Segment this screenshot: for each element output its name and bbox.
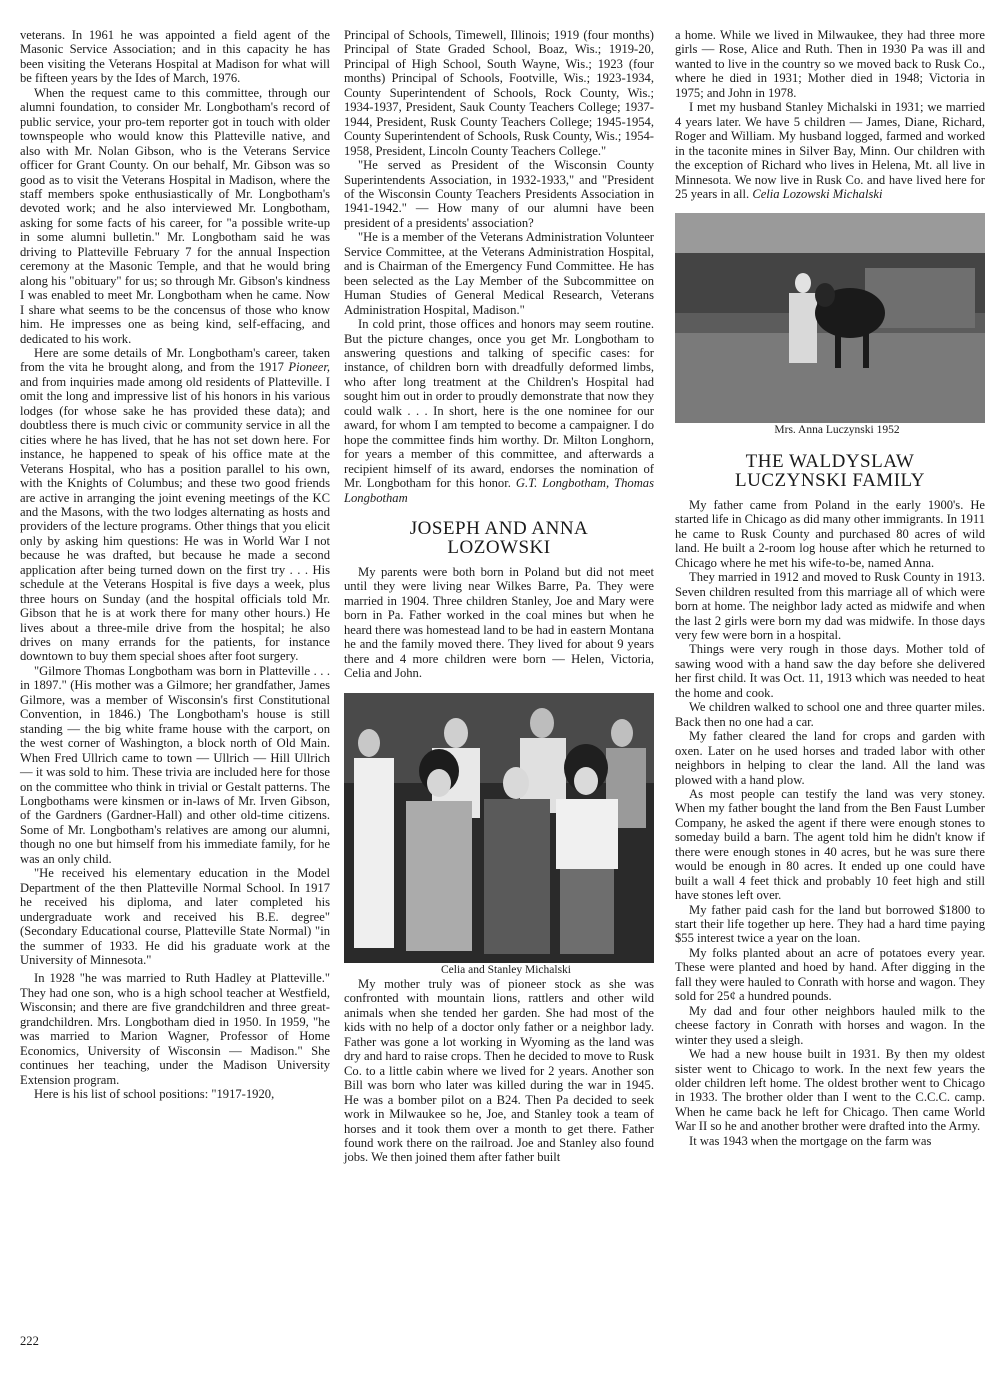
paragraph: As most people can testify the land was very stoney. When my father bought the land from the Ben Faust Lumber Company, he asked the agent if there were enough stones to someday build a barn. The agent told him he didn't know if there were enough stones in 40 acres, but he was sure there would be enough in 80 acres. It ended up one could have built a wall 4 feet thick and probably 10 feet high and still have stones left over.: [675, 786, 985, 903]
paragraph: "He served as President of the Wisconsin County Superintendents Association, in 1932-1933," and "President of the Wisconsin County Teachers Presidents Association in 1941-1942." — How many of our alumni have been president of a presidents' association?: [344, 158, 654, 230]
paragraph: My father cleared the land for crops and garden with oxen. Later on he used horses and traded labor with other neighbors in helping to clear the land. All the land was plowed with a hand plow.: [675, 729, 985, 787]
paragraph: [20, 346, 330, 664]
paragraph: We had a new house built in 1931. By then my oldest sister went to Chicago to work. In the next few years the older children left home. The oldest brother went to Chicago in 1933. The brother older than I went to the C.C.C. camp. When he came back he left for Chicago. Then came World War II so he and another brother were drafted into the Army.: [675, 1047, 985, 1134]
signature-text: Celia Lozowski Michalski: [752, 186, 883, 201]
photo-illustration: [344, 693, 654, 963]
text: I met my husband Stanley Michalski in 1931; we married 4 years later. We have 5 children — James, Diane, Richard, Roger and William. My husband logged, farmed and worked in the taconite mines in Silver Bay, Minn. Our children with the exception of Richard who lives in Helena, Mt. all live in Minnesota. We now live in Rusk Co. and have lived here for 25 years in all.: [675, 100, 985, 201]
page-number: 222: [20, 1334, 39, 1348]
paragraph: veterans. In 1961 he was appointed a field agent of the Masonic Service Association; and in this capacity he has been visiting the Veterans Hospital at Madison for what will be fifteen years by the Ides of March, 1976.: [20, 28, 330, 86]
photo-illustration: [675, 213, 985, 423]
paragraph: My folks planted about an acre of potatoes every year. These were planted and hoed by hand. After digging in the fall they were hauled to Conrath with horse and wagon. They sold for 25¢ a hundred pounds.: [675, 945, 985, 1004]
heading-line: LUCZYNSKI FAMILY: [735, 469, 925, 491]
heading-line: LOZOWSKI: [447, 536, 551, 558]
paragraph: When the request came to this committee, through our alumni foundation, to consider Mr. Longbotham's record of public service, your pro-tem reporter got in touch with older townspeople who would know this Platteville native, and also with Mr. Nolan Gibson, who is the Veterans Service officer for Grant County. On our behalf, Mr. Gibson was so good as to visit the Veterans Hospital in Madison, where the staff members spoke enthusiastically of Mr. Longbotham's devoted work; and he also interviewed Mr. Longbotham, asking for some facts of his career, for "a possible write-up in some alumni bulletin." Mr. Longbotham said he was driving to Platteville February 7 for the annual Inspection ceremony at the Masonic Temple, and that he would bring along his "obituary" for us; so through Mr. Gibson's kindness I was enabled to meet Mr. Longbotham when he came. Now I share what seems to be the concensus of those who know him. He impresses one as being kind, self-effacing, and dedicated to his work.: [20, 85, 330, 346]
woman-with-cow-photo: [675, 213, 985, 423]
column-1: [20, 28, 330, 1102]
heading-line: JOSEPH AND ANNA: [409, 517, 589, 539]
paragraph: [675, 100, 985, 201]
paragraph: "Gilmore Thomas Longbotham was born in Platteville . . . in 1897." (His mother was a Gilmore; her grandfather, James Gilmore, was a member of Wisconsin's first Constitutional Convention, in 1846.) The Longbotham's house is still standing — the big white frame house with the carport, on the west corner of Washington, a block north of Old Main. When Fred Ullrich came to town — Ullrich — Hill Ullrich — it was sold to him. These trivia are included here for those on the committee who think in trivial or Gestalt patterns. The Longbothams were kinsmen or in-laws of Mr. Irven Gibson, of the Gardners (Gardner-Hall) and other old-time citizens. Some of Mr. Longbotham's relatives are among our alumni, though no one but himself from his immediate family, for he was an only child.: [20, 663, 330, 866]
text: In cold print, those offices and honors may seem routine. But the picture changes, once you get Mr. Longbotham to answering questions and talking of specific cases: for instance, of children born with dreadfully deformed limbs, who after long treatment at the Children's Hospital had sought him out in order to proudly demonstrate that now they could walk . . . In short, here is the one nominee for our award, for whom I am tempted to become a campaigner. I do hope the committee finds him worthy. Dr. Milton Longhorn, for years a member of this committee, and afterwards a recipient himself of its award, endorses the nomination of Mr. Longbotham for this honor.: [344, 317, 654, 491]
section-heading: [675, 452, 985, 490]
paragraph: My parents were both born in Poland but did not meet until they were living near Wilkes Barre, Pa. They were married in 1904. Three children Stanley, Joe and Mary were born in Pa. Father worked in the coal mines but when he heard there was homestead land to be had in eastern Montana he and the family moved there. They lived for about 9 years there and 4 more children were born — Helen, Victoria, Celia and John.: [344, 564, 654, 681]
italic-text: Pioneer,: [288, 360, 330, 375]
paragraph: Here is his list of school positions: "1917-1920,: [34, 1087, 275, 1102]
paragraph: "He is a member of the Veterans Administration Volunteer Service Committee, at the Veterans Administration Hospital, and is Chairman of the Emergency Fund Committee. He has been selected as the Lay Member of the Subcommittee on Human Studies of General Medical Research, Veterans Administration Hospital, Madison.": [344, 230, 654, 317]
text: Here are some details of Mr. Longbotham's career, taken from the vita he brought along, and from the 1917: [20, 345, 330, 375]
family-group-photo: [344, 693, 654, 963]
paragraph: We children walked to school one and three quarter miles. Back then no one had a car.: [675, 700, 985, 729]
paragraph: a home. While we lived in Milwaukee, they had three more girls — Rose, Alice and Ruth. Then in 1930 Pa was ill and wanted to live in the country so we moved back to Rusk Co., where he died in 1931; Mother died in 1948; Victoria in 1975; and John in 1978.: [675, 28, 985, 100]
column-2: [344, 28, 654, 1165]
column-3: [675, 28, 985, 1148]
signature-text: G.T. Longbotham, Thomas Longbotham: [344, 476, 654, 505]
paragraph: My father paid cash for the land but borrowed $1800 to start their life together up here. They had a hard time paying $55 interest twice a year on the loan.: [675, 902, 985, 946]
text: and from inquiries made among old residents of Platteville. I omit the long and impressive list of his honors in his various lodges (for whose sake he has provided these data); and doubtless there is much civic or community service in all the cities where he has lived, that he has not set down here. For instance, he happened to speak of his office mate at the Veterans Hospital, who has a position parallel to his own, with the Knights of Columbus; and these two good friends are active in arranging the joint evening meetings of the KC and the Masons, with the two lodges alternating as hosts and providers of the lecture programs. Other things that you elicit only by asking him questions: He was in World War I not because he was drafted, but because he made a second application after being turned down on the first try . . . His schedule at the Veterans Hospital is five days a week, plus three hours on Sunday (and the hospital officials told Mr. Gibson that he is at work there for many other hours.) He lives about a three-mile drive from the hospital; he also drives on many errands for the patients, for instance downtown to buy them special shoes after foot surgery.: [20, 374, 330, 664]
heading-line: THE WALDYSLAW: [745, 450, 915, 472]
photo-caption: Celia and Stanley Michalski: [441, 963, 571, 976]
paragraph: My mother truly was of pioneer stock as she was confronted with mountain lions, rattlers and other wild animals when she tended her garden. She had most of the kids with no help of a doctor only father or a neighbor lady. Father was gone a lot working in Wyoming as the land was dry and hard to raise crops. Then he decided to move to Rusk Co. to a little cabin where we lived for 2 years. Another son Bill was born who later was killed during the war in 1945. He was a bomber pilot on a B24. Then Pa decided to seek work in Milwaukee so he, Joe, and Stanley took a team of horses and it took them over a month to get there. Father found work there on the railroad. Joe and Stanley also found jobs. We then joined them after father built: [344, 977, 654, 1165]
paragraph: My dad and four other neighbors hauled milk to the cheese factory in Conrath with horses and wagon. In the winter they used a sleigh.: [675, 1003, 985, 1047]
paragraph: It was 1943 when the mortgage on the farm was: [689, 1133, 932, 1148]
paragraph: In 1928 "he was married to Ruth Hadley at Platteville." They had one son, who is a high school teacher at Westfield, Wisconsin; and there are five grandchildren and three great-grandchildren. Mrs. Longbotham died in 1950. In 1959, "he was married to Marion Wagner, Professor of Home Economics, University of Wisconsin — Madison." She continues her teaching, under the Madison University Extension program.: [20, 971, 330, 1087]
paragraph: Principal of Schools, Timewell, Illinois; 1919 (four months) Principal of State Graded School, Boaz, Wis.; 1919-20, Principal of High School, South Wayne, Wis.; 1923 (four months) Principal of Schools, Footville, Wis.; 1923-1934, County Superintendent of Schools, Rock County, Wis.; 1934-1937, President, Sauk County Teachers College; 1937-1944, President, Rusk County Teachers College; 1945-1954, County Superintendent of Schools, Rusk County, Wis.; 1954-1958, President, Lincoln County Teachers College.": [344, 28, 654, 158]
paragraph: Things were very rough in those days. Mother told of sawing wood with a hand saw the day before she delivered her first child. It was Oct. 11, 1913 which was needed to heat the home and cook.: [675, 642, 985, 700]
paragraph: "He received his elementary education in the Model Department of the then Platteville Normal School. In 1917 he received his diploma, and later completed his undergraduate work and received his B.E. degree" (Secondary Educational course, Platteville State Normal) "in the summer of 1933. He did his graduate work at the University of Minnesota.": [20, 866, 330, 967]
paragraph: My father came from Poland in the early 1900's. He started life in Chicago as did many other immigrants. In 1911 he came to Rusk County and purchased 80 acres of wild land. He built a 2-room log house after which he returned to Chicago where he met his wife-to-be, named Anna.: [675, 497, 985, 570]
photo-caption: Mrs. Anna Luczynski 1952: [774, 424, 900, 437]
paragraph: [344, 317, 654, 505]
section-heading: [344, 519, 654, 557]
paragraph: They married in 1912 and moved to Rusk County in 1913. Seven children resulted from this marriage all of which were born at home. The neighbor lady acted as midwife and when the last 2 girls were born my dad was midwife. In those days very few were born in a hospital.: [675, 570, 985, 642]
